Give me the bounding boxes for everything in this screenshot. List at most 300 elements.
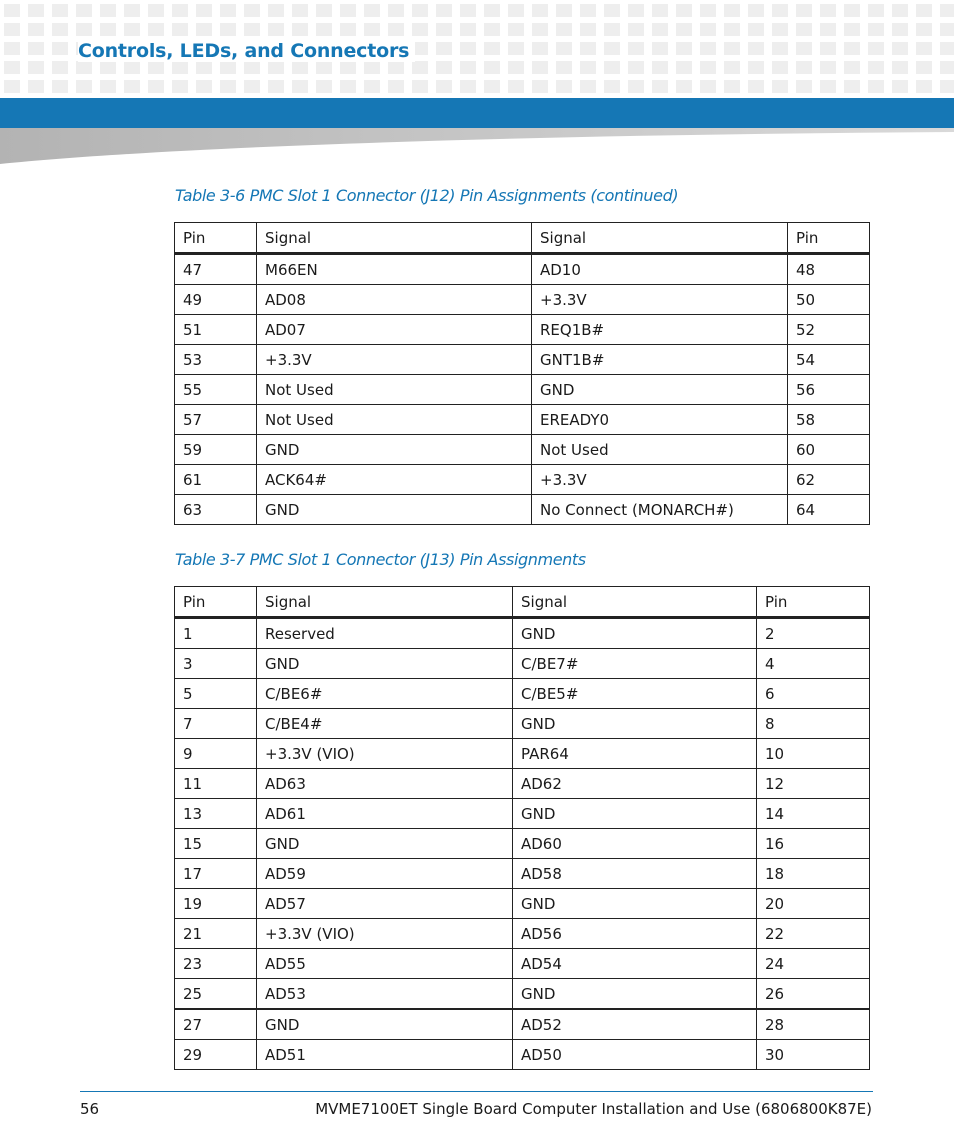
header-pattern-square [76, 23, 92, 36]
header-pattern-square [28, 23, 44, 36]
header-pattern-square [364, 23, 380, 36]
signal-cell: GND [513, 889, 757, 919]
table-row [175, 315, 870, 345]
header-pattern-square [52, 42, 68, 55]
header-pattern-square [76, 61, 92, 74]
header-pattern-square [100, 61, 116, 74]
header-pattern-square [916, 42, 932, 55]
column-header: Signal [532, 223, 788, 254]
header-pattern-square [532, 80, 548, 93]
header-pattern-square [724, 80, 740, 93]
header-pattern-square [76, 4, 92, 17]
header-pattern-square [604, 42, 620, 55]
header-pattern-square [100, 4, 116, 17]
header-pattern-square [124, 4, 140, 17]
pin-cell: 50 [788, 285, 870, 315]
signal-cell: No Connect (MONARCH#) [532, 495, 788, 525]
pin-cell: 30 [757, 1040, 870, 1070]
header-pattern-square [628, 61, 644, 74]
page-section-title: Controls, LEDs, and Connectors [78, 40, 415, 62]
header-pattern-square [748, 4, 764, 17]
header-pattern-square [412, 61, 428, 74]
header-pattern-square [388, 23, 404, 36]
page-number: 56 [80, 1100, 100, 1118]
header-pattern-square [772, 61, 788, 74]
header-pattern-square [52, 80, 68, 93]
header-pattern-square [52, 61, 68, 74]
table-row [175, 889, 870, 919]
header-pattern-square [220, 61, 236, 74]
header-pattern-square [244, 23, 260, 36]
header-pattern-square [796, 61, 812, 74]
signal-cell: +3.3V [532, 285, 788, 315]
table-row [175, 739, 870, 769]
header-pattern-square [364, 61, 380, 74]
header-pattern-square [940, 80, 954, 93]
header-pattern-square [940, 42, 954, 55]
header-pattern-square [340, 23, 356, 36]
table-header-row [175, 223, 870, 254]
header-pattern-square [292, 23, 308, 36]
header-pattern-square [316, 80, 332, 93]
header-pattern-square [508, 42, 524, 55]
header-pattern-square [244, 4, 260, 17]
signal-cell: C/BE7# [513, 649, 757, 679]
header-pattern-square [628, 4, 644, 17]
signal-cell: +3.3V (VIO) [257, 919, 513, 949]
table-row [175, 1009, 870, 1040]
header-pattern-square [436, 61, 452, 74]
header-pattern-square [484, 80, 500, 93]
pin-cell: 18 [757, 859, 870, 889]
header-pattern-square [772, 42, 788, 55]
pin-cell: 2 [757, 618, 870, 649]
header-pattern-square [748, 23, 764, 36]
header-pattern-square [484, 61, 500, 74]
signal-cell: +3.3V [532, 465, 788, 495]
signal-cell: AD59 [257, 859, 513, 889]
pin-cell: 7 [175, 709, 257, 739]
header-pattern-square [172, 4, 188, 17]
pin-cell: 21 [175, 919, 257, 949]
pin-cell: 17 [175, 859, 257, 889]
table-row [175, 859, 870, 889]
header-pattern-square [772, 80, 788, 93]
header-pattern-square [508, 4, 524, 17]
header-pattern-square [676, 61, 692, 74]
header-pattern-square [52, 4, 68, 17]
header-pattern-square [460, 80, 476, 93]
header-pattern-square [796, 4, 812, 17]
header-pattern-square [556, 61, 572, 74]
header-pattern-square [604, 80, 620, 93]
table-row [175, 649, 870, 679]
header-pattern-square [484, 4, 500, 17]
header-pattern-square [676, 23, 692, 36]
header-pattern-square [28, 42, 44, 55]
pin-cell: 57 [175, 405, 257, 435]
header-pattern-square [388, 4, 404, 17]
header-pattern-square [244, 61, 260, 74]
header-pattern-square [436, 80, 452, 93]
pin-table-j12 [174, 222, 870, 525]
table-row [175, 435, 870, 465]
signal-cell: GND [513, 979, 757, 1010]
pin-cell: 27 [175, 1009, 257, 1040]
header-pattern-square [316, 4, 332, 17]
signal-cell: Not Used [532, 435, 788, 465]
header-pattern-square [172, 23, 188, 36]
signal-cell: AD61 [257, 799, 513, 829]
signal-cell: GND [532, 375, 788, 405]
header-pattern-square [724, 4, 740, 17]
header-pattern-square [268, 80, 284, 93]
header-pattern-square [868, 61, 884, 74]
table-row [175, 949, 870, 979]
table-row [175, 405, 870, 435]
table-row [175, 495, 870, 525]
pin-cell: 62 [788, 465, 870, 495]
signal-cell: AD07 [257, 315, 532, 345]
header-pattern-square [364, 4, 380, 17]
header-pattern-square [148, 23, 164, 36]
table-row [175, 979, 870, 1010]
header-pattern-square [292, 4, 308, 17]
pin-cell: 56 [788, 375, 870, 405]
signal-cell: AD57 [257, 889, 513, 919]
table-row [175, 1040, 870, 1070]
signal-cell: GNT1B# [532, 345, 788, 375]
signal-cell: AD62 [513, 769, 757, 799]
header-pattern-square [748, 80, 764, 93]
header-pattern-square [4, 42, 20, 55]
pin-cell: 5 [175, 679, 257, 709]
header-pattern-square [556, 42, 572, 55]
header-pattern-square [580, 80, 596, 93]
header-pattern-square [628, 42, 644, 55]
table-row [175, 345, 870, 375]
signal-cell: C/BE4# [257, 709, 513, 739]
header-pattern-square [508, 61, 524, 74]
header-pattern-square [628, 80, 644, 93]
header-pattern-square [844, 80, 860, 93]
signal-cell: GND [513, 618, 757, 649]
header-pattern-square [868, 42, 884, 55]
header-pattern-square [292, 80, 308, 93]
table-row [175, 618, 870, 649]
pin-cell: 47 [175, 254, 257, 285]
header-pattern-square [868, 23, 884, 36]
header-pattern-square [124, 23, 140, 36]
header-pattern-square [940, 4, 954, 17]
pin-cell: 15 [175, 829, 257, 859]
header-pattern-square [508, 23, 524, 36]
header-pattern-square [244, 80, 260, 93]
pin-cell: 8 [757, 709, 870, 739]
signal-cell: GND [257, 435, 532, 465]
signal-cell: EREADY0 [532, 405, 788, 435]
header-pattern-square [556, 23, 572, 36]
header-pattern-square [844, 23, 860, 36]
header-pattern-square [844, 4, 860, 17]
header-pattern-square [220, 4, 236, 17]
header-pattern-square [868, 80, 884, 93]
signal-cell: AD51 [257, 1040, 513, 1070]
pin-cell: 29 [175, 1040, 257, 1070]
header-pattern-square [4, 23, 20, 36]
header-pattern-square [532, 61, 548, 74]
signal-cell: AD55 [257, 949, 513, 979]
pin-cell: 26 [757, 979, 870, 1010]
table-row [175, 919, 870, 949]
header-pattern-square [220, 80, 236, 93]
signal-cell: PAR64 [513, 739, 757, 769]
pin-cell: 61 [175, 465, 257, 495]
signal-cell: C/BE6# [257, 679, 513, 709]
table-caption-j12: Table 3-6 PMC Slot 1 Connector (J12) Pin Assignments (continued) [175, 186, 679, 205]
signal-cell: AD08 [257, 285, 532, 315]
pin-cell: 55 [175, 375, 257, 405]
pin-cell: 22 [757, 919, 870, 949]
pin-cell: 3 [175, 649, 257, 679]
table-row [175, 799, 870, 829]
pin-cell: 64 [788, 495, 870, 525]
header-pattern-square [916, 80, 932, 93]
document-title: MVME7100ET Single Board Computer Installation and Use (6806800K87E) [315, 1100, 872, 1118]
signal-cell: AD53 [257, 979, 513, 1010]
header-pattern-square [172, 61, 188, 74]
header-pattern-square [460, 42, 476, 55]
header-pattern-square [76, 80, 92, 93]
header-pattern-square [700, 61, 716, 74]
column-header: Pin [788, 223, 870, 254]
pin-cell: 59 [175, 435, 257, 465]
signal-cell: AD56 [513, 919, 757, 949]
header-pattern-square [484, 42, 500, 55]
header-pattern-square [796, 42, 812, 55]
header-pattern-square [892, 23, 908, 36]
signal-cell: M66EN [257, 254, 532, 285]
header-pattern-square [724, 42, 740, 55]
signal-cell: GND [257, 649, 513, 679]
header-pattern-square [580, 42, 596, 55]
header-pattern-square [916, 23, 932, 36]
header-pattern-square [340, 61, 356, 74]
header-pattern-square [820, 23, 836, 36]
pin-cell: 16 [757, 829, 870, 859]
pin-cell: 51 [175, 315, 257, 345]
signal-cell: +3.3V (VIO) [257, 739, 513, 769]
header-pattern-square [820, 80, 836, 93]
header-pattern-square [700, 4, 716, 17]
pin-cell: 53 [175, 345, 257, 375]
header-pattern-square [4, 4, 20, 17]
table-row [175, 709, 870, 739]
header-pattern-square [340, 4, 356, 17]
header-pattern-square [532, 23, 548, 36]
pin-cell: 49 [175, 285, 257, 315]
header-pattern-square [340, 80, 356, 93]
header-pattern-square [532, 4, 548, 17]
column-header: Pin [175, 223, 257, 254]
pin-table-j13 [174, 586, 870, 1070]
header-pattern-square [580, 4, 596, 17]
header-pattern-square [460, 61, 476, 74]
header-pattern-square [916, 61, 932, 74]
pin-cell: 12 [757, 769, 870, 799]
header-pattern-square [316, 61, 332, 74]
signal-cell: C/BE5# [513, 679, 757, 709]
header-pattern-square [940, 61, 954, 74]
header-pattern-square [772, 23, 788, 36]
pin-cell: 58 [788, 405, 870, 435]
column-header: Signal [513, 587, 757, 618]
header-pattern-square [460, 4, 476, 17]
header-pattern-square [676, 80, 692, 93]
header-pattern-square [4, 61, 20, 74]
pin-cell: 24 [757, 949, 870, 979]
header-pattern-square [796, 23, 812, 36]
pin-cell: 1 [175, 618, 257, 649]
pin-cell: 23 [175, 949, 257, 979]
header-pattern-square [532, 42, 548, 55]
header-pattern-square [628, 23, 644, 36]
pin-cell: 10 [757, 739, 870, 769]
pin-cell: 20 [757, 889, 870, 919]
header-pattern-square [220, 23, 236, 36]
pin-cell: 63 [175, 495, 257, 525]
pin-cell: 13 [175, 799, 257, 829]
header-pattern-square [700, 42, 716, 55]
header-pattern-square [676, 42, 692, 55]
header-pattern-square [196, 4, 212, 17]
signal-cell: Not Used [257, 405, 532, 435]
header-pattern-square [124, 61, 140, 74]
header-pattern-square [364, 80, 380, 93]
signal-cell: +3.3V [257, 345, 532, 375]
table-row [175, 829, 870, 859]
pin-cell: 28 [757, 1009, 870, 1040]
header-pattern-square [916, 4, 932, 17]
pin-cell: 54 [788, 345, 870, 375]
pin-cell: 25 [175, 979, 257, 1010]
header-pattern-square [844, 61, 860, 74]
signal-cell: AD52 [513, 1009, 757, 1040]
signal-cell: AD60 [513, 829, 757, 859]
header-pattern-square [412, 4, 428, 17]
header-pattern-square [676, 4, 692, 17]
pin-cell: 14 [757, 799, 870, 829]
column-header: Signal [257, 587, 513, 618]
header-pattern-square [388, 61, 404, 74]
header-pattern-square [292, 61, 308, 74]
header-pattern-square [100, 23, 116, 36]
table-caption-j13: Table 3-7 PMC Slot 1 Connector (J13) Pin Assignments [175, 550, 586, 569]
table-row [175, 679, 870, 709]
signal-cell: GND [513, 799, 757, 829]
pin-cell: 48 [788, 254, 870, 285]
header-swoosh [0, 128, 954, 164]
header-pattern-square [268, 61, 284, 74]
table-header-row [175, 587, 870, 618]
header-pattern-square [724, 61, 740, 74]
header-pattern-square [652, 23, 668, 36]
header-pattern-square [148, 80, 164, 93]
header-pattern-square [748, 61, 764, 74]
signal-cell: AD10 [532, 254, 788, 285]
header-pattern-square [940, 23, 954, 36]
header-pattern-square [100, 80, 116, 93]
pin-cell: 9 [175, 739, 257, 769]
header-pattern-square [652, 42, 668, 55]
header-pattern-square [652, 61, 668, 74]
table-row [175, 465, 870, 495]
signal-cell: GND [257, 495, 532, 525]
header-pattern-square [580, 61, 596, 74]
signal-cell: GND [513, 709, 757, 739]
header-pattern-square [316, 23, 332, 36]
signal-cell: AD58 [513, 859, 757, 889]
header-pattern-square [196, 80, 212, 93]
header-pattern-square [604, 4, 620, 17]
header-pattern-square [580, 23, 596, 36]
header-pattern-square [556, 80, 572, 93]
header-pattern-square [892, 80, 908, 93]
header-pattern-square [604, 61, 620, 74]
table-row [175, 285, 870, 315]
signal-cell: AD50 [513, 1040, 757, 1070]
pin-cell: 4 [757, 649, 870, 679]
header-pattern-square [124, 80, 140, 93]
header-pattern-square [436, 4, 452, 17]
header-pattern-square [892, 61, 908, 74]
pin-cell: 52 [788, 315, 870, 345]
header-pattern-square [868, 4, 884, 17]
header-pattern-square [796, 80, 812, 93]
header-pattern-square [772, 4, 788, 17]
header-pattern-square [652, 4, 668, 17]
pin-cell: 60 [788, 435, 870, 465]
column-header: Pin [175, 587, 257, 618]
signal-cell: AD63 [257, 769, 513, 799]
pin-cell: 19 [175, 889, 257, 919]
header-pattern-square [412, 23, 428, 36]
header-pattern-square [28, 61, 44, 74]
header-pattern-square [820, 4, 836, 17]
header-pattern-square [820, 42, 836, 55]
header-pattern-square [436, 42, 452, 55]
header-pattern-square [52, 23, 68, 36]
header-pattern-square [604, 23, 620, 36]
header-pattern-square [892, 4, 908, 17]
header-pattern-square [892, 42, 908, 55]
header-pattern-square [700, 23, 716, 36]
signal-cell: GND [257, 829, 513, 859]
pin-cell: 11 [175, 769, 257, 799]
header-pattern-square [484, 23, 500, 36]
header-pattern-square [700, 80, 716, 93]
header-pattern-square [820, 61, 836, 74]
header-pattern-square [508, 80, 524, 93]
footer-rule [80, 1091, 873, 1092]
header-pattern-square [412, 80, 428, 93]
header-pattern-square [652, 80, 668, 93]
header-pattern-square [268, 4, 284, 17]
column-header: Pin [757, 587, 870, 618]
signal-cell: ACK64# [257, 465, 532, 495]
header-pattern-square [28, 80, 44, 93]
signal-cell: GND [257, 1009, 513, 1040]
